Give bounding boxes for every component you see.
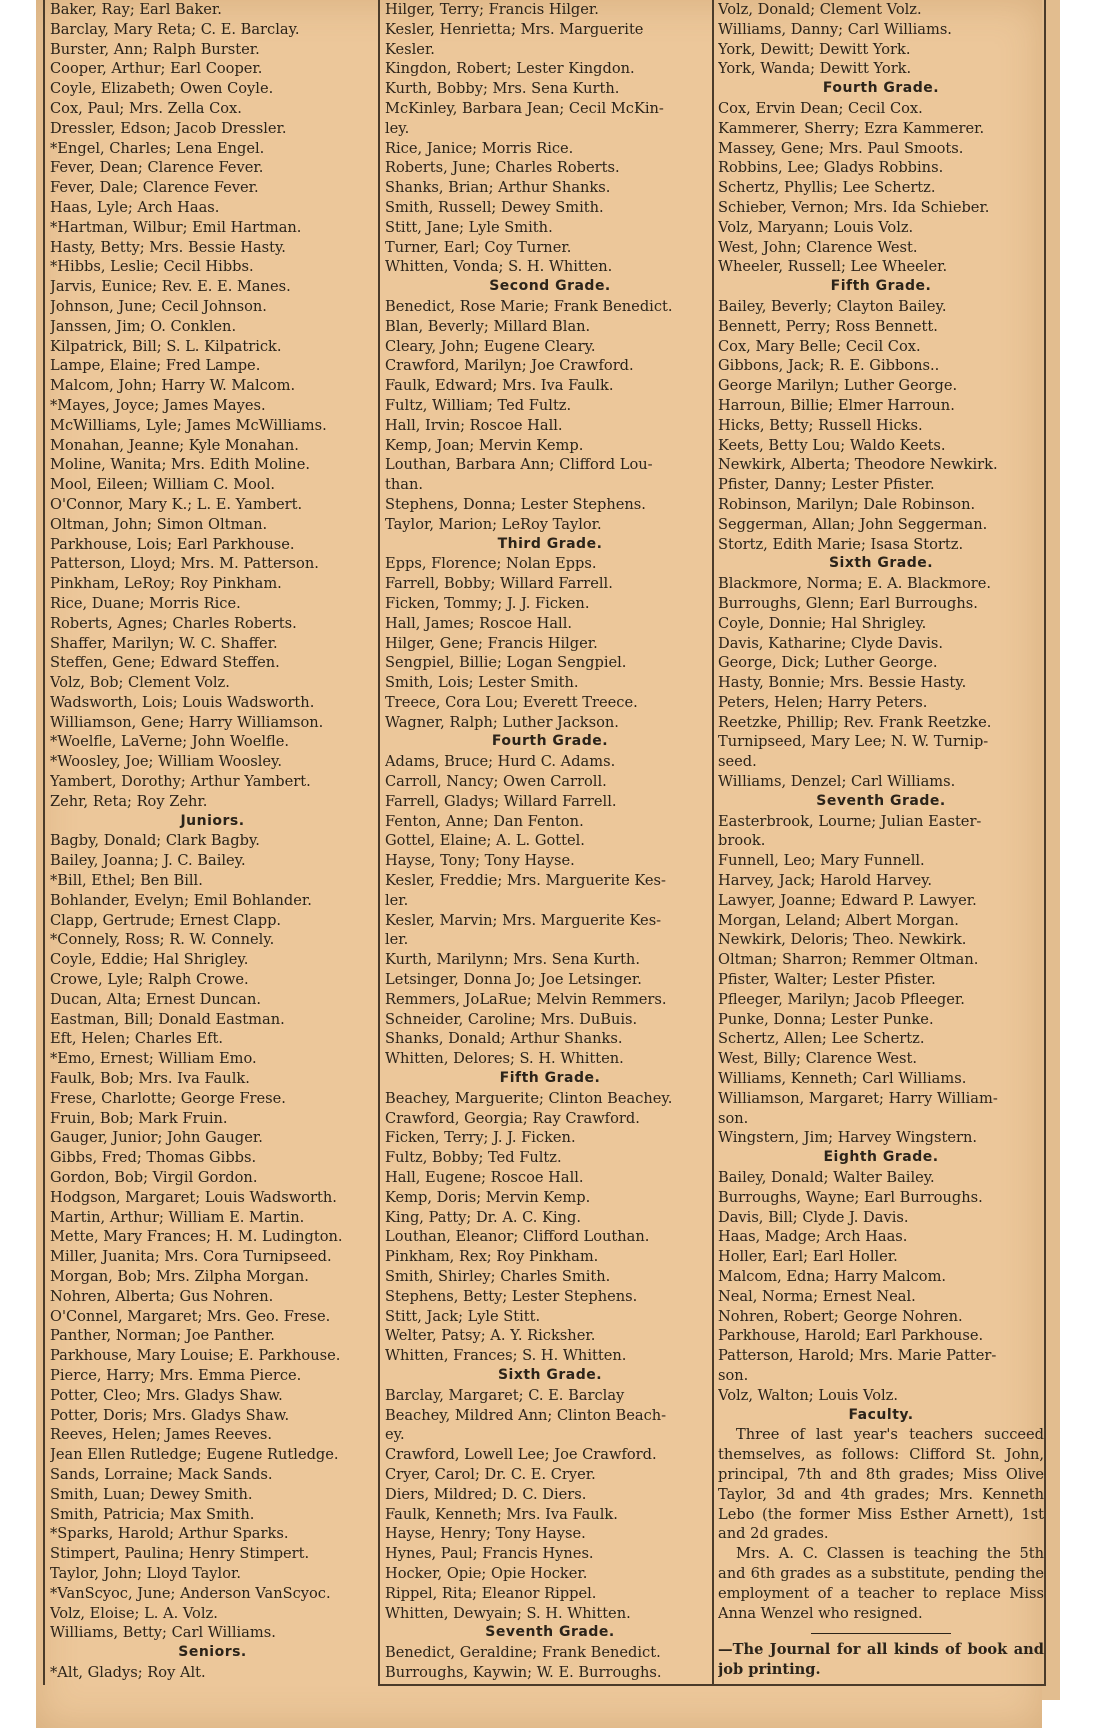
student-entry: West, Billy; Clarence West.: [718, 1050, 918, 1068]
student-entry: Baker, Ray; Earl Baker.: [50, 1, 222, 18]
student-entry: Williamson, Gene; Harry Williamson.: [50, 713, 324, 731]
student-entry: Kesler, Marvin; Mrs. Marguerite Kes-: [385, 911, 662, 929]
student-entry: Kingdon, Robert; Lester Kingdon.: [385, 60, 635, 78]
student-entry: Pierce, Harry; Mrs. Emma Pierce.: [50, 1366, 302, 1384]
student-entry: Crowe, Lyle; Ralph Crowe.: [50, 971, 249, 989]
student-entry: Holler, Earl; Earl Holler.: [718, 1248, 898, 1266]
student-entry: Louthan, Barbara Ann; Clifford Lou-: [385, 456, 653, 474]
student-entry: Potter, Doris; Mrs. Gladys Shaw.: [50, 1406, 290, 1424]
student-entry: brook.: [718, 832, 766, 850]
separator-rule: [811, 1633, 951, 1634]
student-entry: Rippel, Rita; Eleanor Rippel.: [385, 1584, 597, 1602]
student-entry: Barclay, Margaret; C. E. Barclay: [385, 1386, 625, 1404]
student-entry: Harroun, Billie; Elmer Harroun.: [718, 396, 955, 414]
student-entry: Fultz, William; Ted Fultz.: [385, 396, 572, 414]
student-entry: Zehr, Reta; Roy Zehr.: [50, 792, 208, 810]
student-entry: Cleary, John; Eugene Cleary.: [385, 337, 596, 355]
student-entry: Whitten, Frances; S. H. Whitten.: [385, 1347, 627, 1365]
student-entry: Stephens, Donna; Lester Stephens.: [385, 495, 646, 513]
student-entry: Harvey, Jack; Harold Harvey.: [718, 872, 933, 890]
student-entry: Crawford, Georgia; Ray Crawford.: [385, 1109, 640, 1127]
column-1: [50, 0, 375, 1680]
student-entry: Hilger, Gene; Francis Hilger.: [385, 634, 598, 652]
student-entry: Stephens, Betty; Lester Stephens.: [385, 1287, 638, 1305]
student-entry: Gordon, Bob; Virgil Gordon.: [50, 1169, 258, 1187]
student-entry: Reeves, Helen; James Reeves.: [50, 1426, 272, 1444]
student-entry: Welter, Patsy; A. Y. Ricksher.: [385, 1327, 596, 1345]
student-entry: Carroll, Nancy; Owen Carroll.: [385, 773, 607, 791]
student-entry: Patterson, Harold; Mrs. Marie Patter-: [718, 1347, 997, 1365]
student-entry: Fultz, Bobby; Ted Fultz.: [385, 1149, 562, 1167]
grade-heading: Sixth Grade.: [497, 1366, 603, 1383]
student-entry: Burroughs, Wayne; Earl Burroughs.: [718, 1188, 983, 1206]
student-entry: Hasty, Bonnie; Mrs. Bessie Hasty.: [718, 674, 967, 692]
student-entry: Malcom, Edna; Harry Malcom.: [718, 1268, 947, 1285]
student-entry: Patterson, Lloyd; Mrs. M. Patterson.: [50, 555, 319, 573]
student-entry: *Mayes, Joyce; James Mayes.: [50, 396, 266, 414]
student-entry: York, Dewitt; Dewitt York.: [718, 40, 911, 58]
grade-heading: Second Grade.: [489, 278, 611, 295]
student-entry: Stortz, Edith Marie; Isasa Stortz.: [718, 535, 964, 553]
student-entry: Parkhouse, Mary Louise; E. Parkhouse.: [50, 1347, 341, 1365]
student-entry: McKinley, Barbara Jean; Cecil McKin-: [385, 99, 664, 117]
student-entry: Burroughs, Glenn; Earl Burroughs.: [718, 594, 978, 612]
student-entry: Wheeler, Russell; Lee Wheeler.: [718, 258, 948, 276]
student-entry: Volz, Maryann; Louis Volz.: [718, 218, 914, 236]
student-entry: Robinson, Marilyn; Dale Robinson.: [718, 495, 976, 513]
student-entry: Schertz, Phyllis; Lee Schertz.: [718, 179, 936, 197]
student-entry: Stitt, Jack; Lyle Stitt.: [385, 1307, 541, 1325]
student-entry: Monahan, Jeanne; Kyle Monahan.: [50, 436, 299, 454]
student-entry: Volz, Eloise; L. A. Volz.: [50, 1604, 218, 1622]
student-entry: Turner, Earl; Coy Turner.: [385, 238, 572, 256]
student-entry: Punke, Donna; Lester Punke.: [718, 1010, 934, 1028]
student-entry: Remmers, JoLaRue; Melvin Remmers.: [385, 990, 667, 1008]
student-entry: Ficken, Terry; J. J. Ficken.: [385, 1129, 576, 1147]
student-entry: Hocker, Opie; Opie Hocker.: [385, 1564, 588, 1582]
student-entry: Burster, Ann; Ralph Burster.: [50, 40, 260, 58]
student-entry: Pfister, Danny; Lester Pfister.: [718, 476, 935, 494]
student-entry: Oltman, John; Simon Oltman.: [50, 515, 268, 533]
student-entry: Hayse, Henry; Tony Hayse.: [385, 1525, 586, 1543]
student-entry: Miller, Juanita; Mrs. Cora Turnipseed.: [50, 1248, 332, 1266]
student-entry: Williams, Danny; Carl Williams.: [718, 20, 952, 38]
student-entry: Cox, Paul; Mrs. Zella Cox.: [50, 99, 242, 117]
student-entry: Bailey, Joanna; J. C. Bailey.: [50, 852, 246, 870]
student-entry: Eastman, Bill; Donald Eastman.: [50, 1010, 285, 1028]
grade-heading: Seniors.: [178, 1644, 247, 1661]
student-entry: Hayse, Tony; Tony Hayse.: [385, 852, 575, 870]
grade-heading: Faculty.: [848, 1406, 914, 1423]
student-entry: Wagner, Ralph; Luther Jackson.: [385, 713, 619, 731]
student-entry: Kammerer, Sherry; Ezra Kammerer.: [718, 119, 985, 137]
student-entry: Blan, Beverly; Millard Blan.: [385, 317, 591, 335]
grade-heading: Juniors.: [180, 812, 245, 829]
student-entry: Smith, Shirley; Charles Smith.: [385, 1268, 611, 1285]
student-entry: George, Dick; Luther George.: [718, 654, 938, 672]
student-entry: ler.: [385, 891, 409, 909]
student-entry: Malcom, John; Harry W. Malcom.: [50, 377, 296, 395]
student-entry: Hilger, Terry; Francis Hilger.: [385, 1, 599, 18]
column-3: [718, 0, 1044, 1680]
student-entry: Massey, Gene; Mrs. Paul Smoots.: [718, 139, 964, 157]
grade-heading: Eighth Grade.: [823, 1149, 939, 1166]
student-entry: Cooper, Arthur; Earl Cooper.: [50, 60, 263, 78]
student-entry: Hodgson, Margaret; Louis Wadsworth.: [50, 1188, 337, 1206]
student-entry: Stimpert, Paulina; Henry Stimpert.: [50, 1545, 310, 1563]
grade-heading: Fourth Grade.: [822, 80, 940, 97]
student-entry: Epps, Florence; Nolan Epps.: [385, 555, 597, 573]
bottom-rule: [378, 1684, 1046, 1686]
student-entry: Oltman; Sharron; Remmer Oltman.: [718, 951, 979, 969]
student-entry: Rice, Janice; Morris Rice.: [385, 139, 574, 157]
student-entry: George Marilyn; Luther George.: [718, 377, 958, 395]
student-entry: Farrell, Bobby; Willard Farrell.: [385, 575, 613, 593]
student-entry: Martin, Arthur; William E. Martin.: [50, 1208, 305, 1226]
student-entry: Sands, Lorraine; Mack Sands.: [50, 1465, 273, 1483]
student-entry: Volz, Bob; Clement Volz.: [50, 674, 230, 692]
student-entry: Pinkham, Rex; Roy Pinkham.: [385, 1248, 599, 1266]
student-entry: Ficken, Tommy; J. J. Ficken.: [385, 594, 590, 612]
student-entry: Burroughs, Kaywin; W. E. Burroughs.: [385, 1663, 662, 1680]
grade-heading: Fifth Grade.: [830, 278, 932, 295]
student-entry: Peters, Helen; Harry Peters.: [718, 693, 928, 711]
student-entry: Fever, Dean; Clarence Fever.: [50, 159, 264, 177]
student-entry: Reetzke, Phillip; Rev. Frank Reetzke.: [718, 713, 992, 731]
student-entry: Gibbs, Fred; Thomas Gibbs.: [50, 1149, 257, 1167]
column-2: [385, 0, 715, 1680]
student-entry: Blackmore, Norma; E. A. Blackmore.: [718, 575, 991, 593]
student-entry: son.: [718, 1109, 749, 1127]
student-entry: Taylor, Marion; LeRoy Taylor.: [385, 515, 602, 533]
student-entry: Mool, Eileen; William C. Mool.: [50, 476, 276, 494]
column-rule-right: [1044, 0, 1046, 1685]
student-entry: Faulk, Kenneth; Mrs. Iva Faulk.: [385, 1505, 618, 1523]
student-entry: Bennett, Perry; Ross Bennett.: [718, 317, 938, 335]
student-entry: Kemp, Doris; Mervin Kemp.: [385, 1188, 591, 1206]
student-entry: Whitten, Vonda; S. H. Whitten.: [385, 258, 613, 276]
student-entry: ler.: [385, 931, 409, 949]
student-entry: Adams, Bruce; Hurd C. Adams.: [385, 753, 616, 771]
student-entry: Stitt, Jane; Lyle Smith.: [385, 218, 553, 236]
student-entry: Jarvis, Eunice; Rev. E. E. Manes.: [50, 278, 291, 296]
student-entry: Haas, Madge; Arch Haas.: [718, 1228, 908, 1246]
student-entry: Robbins, Lee; Gladys Robbins.: [718, 159, 944, 177]
student-entry: Smith, Lois; Lester Smith.: [385, 674, 579, 692]
student-entry: Morgan, Bob; Mrs. Zilpha Morgan.: [50, 1268, 309, 1285]
student-entry: Kesler, Freddie; Mrs. Marguerite Kes-: [385, 872, 666, 890]
student-entry: Gottel, Elaine; A. L. Gottel.: [385, 832, 585, 850]
student-entry: Kemp, Joan; Mervin Kemp.: [385, 436, 584, 454]
student-entry: Nohren, Alberta; Gus Nohren.: [50, 1287, 274, 1305]
student-entry: Newkirk, Alberta; Theodore Newkirk.: [718, 456, 998, 474]
student-entry: Faulk, Edward; Mrs. Iva Faulk.: [385, 377, 614, 395]
student-entry: Ducan, Alta; Ernest Duncan.: [50, 990, 262, 1008]
student-entry: Yambert, Dorothy; Arthur Yambert.: [50, 773, 311, 791]
student-entry: Rice, Duane; Morris Rice.: [50, 594, 241, 612]
student-entry: Lawyer, Joanne; Edward P. Lawyer.: [718, 891, 977, 909]
student-entry: Hicks, Betty; Russell Hicks.: [718, 416, 923, 434]
grade-heading: Fifth Grade.: [499, 1070, 601, 1087]
student-entry: Nohren, Robert; George Nohren.: [718, 1307, 963, 1325]
student-entry: Moline, Wanita; Mrs. Edith Moline.: [50, 456, 310, 474]
student-entry: Pfister, Walter; Lester Pfister.: [718, 971, 936, 989]
student-entry: Fenton, Anne; Dan Fenton.: [385, 812, 584, 830]
student-entry: *Connely, Ross; R. W. Connely.: [50, 931, 275, 949]
student-entry: Bagby, Donald; Clark Bagby.: [50, 832, 260, 850]
student-entry: Panther, Norman; Joe Panther.: [50, 1327, 275, 1345]
student-entry: seed.: [718, 753, 757, 771]
student-entry: Taylor, John; Lloyd Taylor.: [50, 1564, 242, 1582]
student-entry: Roberts, June; Charles Roberts.: [385, 159, 620, 177]
student-entry: ey.: [385, 1426, 405, 1444]
student-entry: Beachey, Mildred Ann; Clinton Beach-: [385, 1406, 667, 1424]
student-entry: Eft, Helen; Charles Eft.: [50, 1030, 224, 1048]
student-entry: Cryer, Carol; Dr. C. E. Cryer.: [385, 1465, 596, 1483]
student-entry: Hasty, Betty; Mrs. Bessie Hasty.: [50, 238, 286, 256]
student-entry: Farrell, Gladys; Willard Farrell.: [385, 792, 617, 810]
student-entry: O'Connel, Margaret; Mrs. Geo. Frese.: [50, 1307, 331, 1325]
grade-heading: Third Grade.: [497, 535, 603, 552]
faculty-text: [718, 1425, 1044, 1623]
student-entry: son.: [718, 1366, 749, 1384]
student-entry: Neal, Norma; Ernest Neal.: [718, 1287, 916, 1305]
student-entry: Kurth, Bobby; Mrs. Sena Kurth.: [385, 80, 620, 98]
student-entry: Coyle, Donnie; Hal Shrigley.: [718, 614, 927, 632]
student-entry: Steffen, Gene; Edward Steffen.: [50, 654, 280, 672]
student-entry: Johnson, June; Cecil Johnson.: [50, 297, 267, 315]
student-entry: Fruin, Bob; Mark Fruin.: [50, 1109, 228, 1127]
student-entry: Benedict, Rose Marie; Frank Benedict.: [385, 297, 673, 315]
student-entry: Benedict, Geraldine; Frank Benedict.: [385, 1644, 661, 1662]
student-entry: Davis, Bill; Clyde J. Davis.: [718, 1208, 909, 1226]
student-entry: Williams, Kenneth; Carl Williams.: [718, 1070, 967, 1088]
student-entry: Keets, Betty Lou; Waldo Keets.: [718, 436, 946, 454]
student-entry: Seggerman, Allan; John Seggerman.: [718, 515, 988, 533]
student-entry: Morgan, Leland; Albert Morgan.: [718, 911, 959, 929]
student-entry: Haas, Lyle; Arch Haas.: [50, 198, 220, 216]
student-entry: *Hibbs, Leslie; Cecil Hibbs.: [50, 258, 254, 276]
student-entry: Williams, Denzel; Carl Williams.: [718, 773, 956, 791]
student-entry: Faulk, Bob; Mrs. Iva Faulk.: [50, 1070, 250, 1088]
student-entry: Diers, Mildred; D. C. Diers.: [385, 1485, 587, 1503]
student-entry: Roberts, Agnes; Charles Roberts.: [50, 614, 297, 632]
student-entry: Janssen, Jim; O. Conklen.: [50, 317, 237, 335]
student-entry: Funnell, Leo; Mary Funnell.: [718, 852, 925, 870]
student-entry: Shaffer, Marilyn; W. C. Shaffer.: [50, 634, 278, 652]
student-entry: Williamson, Margaret; Harry William-: [718, 1089, 998, 1107]
student-entry: Lampe, Elaine; Fred Lampe.: [50, 357, 261, 375]
student-entry: Gauger, Junior; John Gauger.: [50, 1129, 263, 1147]
student-entry: *Hartman, Wilbur; Emil Hartman.: [50, 218, 302, 236]
grade-heading: Seventh Grade.: [485, 1624, 615, 1641]
student-entry: Crawford, Lowell Lee; Joe Crawford.: [385, 1446, 657, 1464]
student-entry: Frese, Charlotte; George Frese.: [50, 1089, 286, 1107]
student-entry: Williams, Betty; Carl Williams.: [50, 1624, 276, 1642]
student-entry: Shanks, Donald; Arthur Shanks.: [385, 1030, 623, 1048]
student-entry: Coyle, Elizabeth; Owen Coyle.: [50, 80, 274, 98]
student-entry: Bailey, Beverly; Clayton Bailey.: [718, 297, 947, 315]
student-entry: *VanScyoc, June; Anderson VanScyoc.: [50, 1584, 331, 1602]
student-entry: Hall, Irvin; Roscoe Hall.: [385, 416, 563, 434]
student-entry: Clapp, Gertrude; Ernest Clapp.: [50, 911, 282, 929]
student-entry: ley.: [385, 119, 410, 137]
grade-heading: Sixth Grade.: [828, 555, 934, 572]
student-entry: *Bill, Ethel; Ben Bill.: [50, 872, 203, 890]
student-entry: *Emo, Ernest; William Emo.: [50, 1050, 257, 1068]
grade-heading: Seventh Grade.: [816, 792, 946, 809]
student-entry: *Woelfle, LaVerne; John Woelfle.: [50, 733, 290, 751]
column-3-lines: [718, 0, 1044, 1425]
student-entry: Schieber, Vernon; Mrs. Ida Schieber.: [718, 198, 990, 216]
student-entry: Hynes, Paul; Francis Hynes.: [385, 1545, 594, 1563]
student-entry: *Sparks, Harold; Arthur Sparks.: [50, 1525, 289, 1543]
student-entry: King, Patty; Dr. A. C. King.: [385, 1208, 582, 1226]
student-entry: Kilpatrick, Bill; S. L. Kilpatrick.: [50, 337, 282, 355]
student-entry: Dressler, Edson; Jacob Dressler.: [50, 119, 287, 137]
student-entry: Smith, Russell; Dewey Smith.: [385, 198, 604, 216]
student-entry: Letsinger, Donna Jo; Joe Letsinger.: [385, 971, 642, 989]
student-entry: Cox, Ervin Dean; Cecil Cox.: [718, 99, 923, 117]
student-entry: Easterbrook, Lourne; Julian Easter-: [718, 812, 982, 830]
student-entry: *Engel, Charles; Lena Engel.: [50, 139, 265, 157]
student-entry: Treece, Cora Lou; Everett Treece.: [385, 693, 638, 711]
student-entry: Parkhouse, Lois; Earl Parkhouse.: [50, 535, 295, 553]
student-entry: Wingstern, Jim; Harvey Wingstern.: [718, 1129, 978, 1147]
student-entry: *Woosley, Joe; William Woosley.: [50, 753, 282, 771]
faculty-paragraph: Mrs. A. C. Classen is teaching the 5th and 6th grades as a substitute, pending the employment of a teacher to replace Miss Anna Wenzel who resigned.: [718, 1545, 1044, 1622]
student-entry: Davis, Katharine; Clyde Davis.: [718, 634, 944, 652]
student-entry: Hall, James; Roscoe Hall.: [385, 614, 573, 632]
student-entry: Jean Ellen Rutledge; Eugene Rutledge.: [50, 1446, 339, 1464]
student-entry: Wadsworth, Lois; Louis Wadsworth.: [50, 693, 315, 711]
student-entry: Louthan, Eleanor; Clifford Louthan.: [385, 1228, 650, 1246]
student-entry: *Alt, Gladys; Roy Alt.: [50, 1663, 206, 1680]
grade-heading: Fourth Grade.: [491, 733, 609, 750]
student-entry: Sengpiel, Billie; Logan Sengpiel.: [385, 654, 627, 672]
student-entry: Bailey, Donald; Walter Bailey.: [718, 1169, 935, 1187]
student-entry: Kesler.: [385, 40, 435, 58]
student-entry: Whitten, Dewyain; S. H. Whitten.: [385, 1604, 631, 1622]
student-entry: Smith, Patricia; Max Smith.: [50, 1505, 255, 1523]
student-entry: Shanks, Brian; Arthur Shanks.: [385, 179, 611, 197]
student-entry: Crawford, Marilyn; Joe Crawford.: [385, 357, 634, 375]
student-entry: Volz, Donald; Clement Volz.: [718, 1, 922, 18]
student-entry: Fever, Dale; Clarence Fever.: [50, 179, 259, 197]
column-rule-left: [43, 0, 45, 1685]
student-entry: Parkhouse, Harold; Earl Parkhouse.: [718, 1327, 984, 1345]
student-entry: Turnipseed, Mary Lee; N. W. Turnip-: [718, 733, 989, 751]
column-rule-1: [378, 0, 380, 1685]
student-entry: Gibbons, Jack; R. E. Gibbons..: [718, 357, 940, 375]
student-entry: Whitten, Delores; S. H. Whitten.: [385, 1050, 624, 1068]
student-entry: Volz, Walton; Louis Volz.: [718, 1386, 898, 1404]
student-entry: Hall, Eugene; Roscoe Hall.: [385, 1169, 584, 1187]
student-entry: Kurth, Marilynn; Mrs. Sena Kurth.: [385, 951, 640, 969]
student-entry: Cox, Mary Belle; Cecil Cox.: [718, 337, 921, 355]
student-entry: McWilliams, Lyle; James McWilliams.: [50, 416, 327, 434]
faculty-paragraph: Three of last year's teachers succeed themselves, as follows: Clifford St. John, principal, 7th and 8th grades; Miss Olive Taylor, 3d and 4th grades; Mrs. Kenneth Lebo (the former Miss Esther Arnett), 1st and 2d grades.: [718, 1426, 1044, 1543]
student-entry: Barclay, Mary Reta; C. E. Barclay.: [50, 20, 300, 38]
student-entry: Schertz, Allen; Lee Schertz.: [718, 1030, 925, 1048]
student-entry: Pinkham, LeRoy; Roy Pinkham.: [50, 575, 282, 593]
student-entry: Beachey, Marguerite; Clinton Beachey.: [385, 1089, 673, 1107]
student-entry: Pfleeger, Marilyn; Jacob Pfleeger.: [718, 990, 965, 1008]
student-entry: Mette, Mary Frances; H. M. Ludington.: [50, 1228, 343, 1246]
student-entry: Newkirk, Deloris; Theo. Newkirk.: [718, 931, 967, 949]
student-entry: Bohlander, Evelyn; Emil Bohlander.: [50, 891, 312, 909]
student-entry: Coyle, Eddie; Hal Shrigley.: [50, 951, 249, 969]
student-entry: Potter, Cleo; Mrs. Gladys Shaw.: [50, 1386, 283, 1404]
student-entry: Smith, Luan; Dewey Smith.: [50, 1485, 253, 1503]
journal-advert: —The Journal for all kinds of book and job printing.: [718, 1641, 1044, 1679]
student-entry: Schneider, Caroline; Mrs. DuBuis.: [385, 1010, 638, 1028]
student-entry: O'Connor, Mary K.; L. E. Yambert.: [50, 495, 303, 513]
student-entry: West, John; Clarence West.: [718, 238, 918, 256]
student-entry: than.: [385, 476, 424, 494]
student-entry: Kesler, Henrietta; Mrs. Marguerite: [385, 20, 644, 38]
student-entry: York, Wanda; Dewitt York.: [718, 60, 912, 78]
